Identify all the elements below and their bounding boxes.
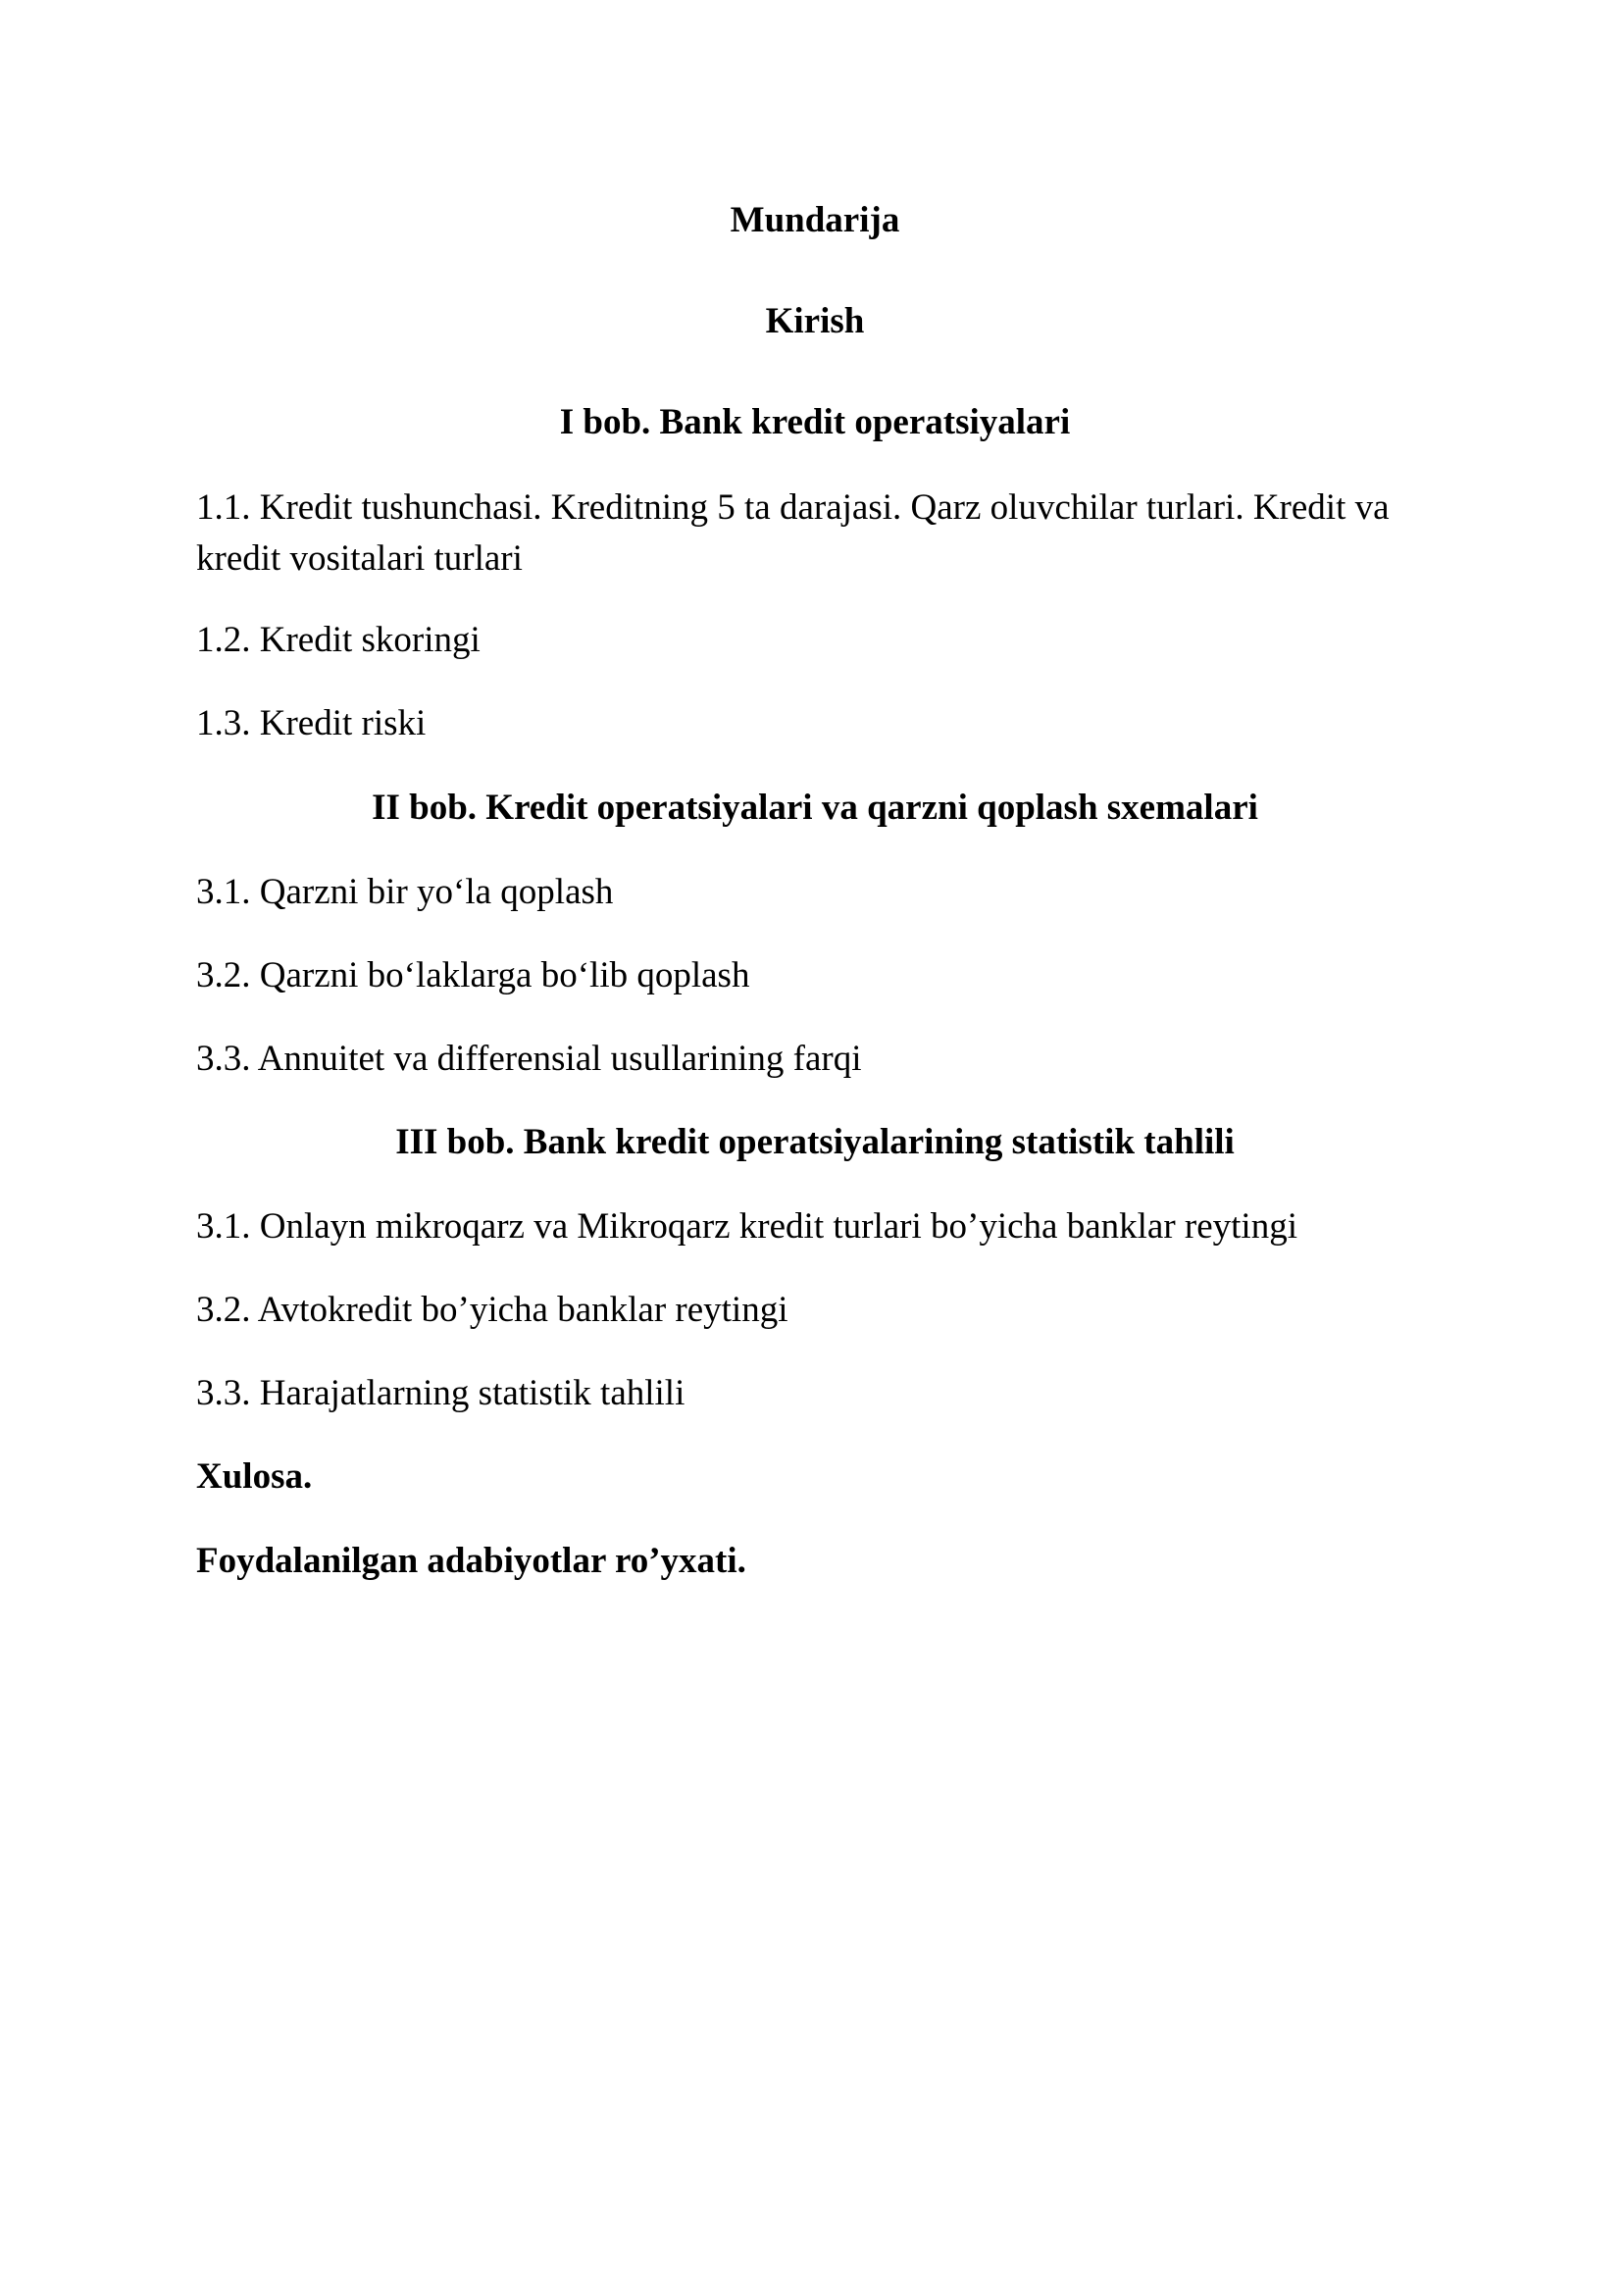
references-heading: Foydalanilgan adabiyotlar ro’yxati.: [196, 1541, 746, 1581]
intro-heading: Kirish: [765, 301, 865, 341]
page-title: Mundarija: [730, 200, 900, 240]
chapter-2-title: II bob. Kredit operatsiyalari va qarzni qoplash sxemalari: [372, 788, 1258, 828]
toc-item-2-1: 3.1. Qarzni bir yo‘la qoplash: [196, 872, 614, 912]
toc-item-3-1: 3.1. Onlayn mikroqarz va Mikroqarz kredit turlari bo’yicha banklar reytingi: [196, 1206, 1297, 1247]
toc-item-2-2: 3.2. Qarzni bo‘laklarga bo‘lib qoplash: [196, 955, 750, 995]
toc-item-3-3: 3.3. Harajatlarning statistik tahlili: [196, 1373, 685, 1413]
chapter-1-title: I bob. Bank kredit operatsiyalari: [559, 402, 1071, 442]
toc-item-1-1: 1.1. Kredit tushunchasi. Kreditning 5 ta darajasi. Qarz oluvchilar turlari. Kredit va kredit vositalari turlari: [196, 487, 1390, 579]
toc-item-1-3: 1.3. Kredit riski: [196, 703, 427, 743]
toc-item-3-2: 3.2. Avtokredit bo’yicha banklar reytingi: [196, 1290, 788, 1330]
conclusion-heading: Xulosa.: [196, 1456, 313, 1497]
chapter-3-title: III bob. Bank kredit operatsiyalarining statistik tahlili: [395, 1122, 1235, 1162]
toc-item-2-3: 3.3. Annuitet va differensial usullarining farqi: [196, 1039, 862, 1079]
toc-item-1-2: 1.2. Kredit skoringi: [196, 620, 481, 660]
